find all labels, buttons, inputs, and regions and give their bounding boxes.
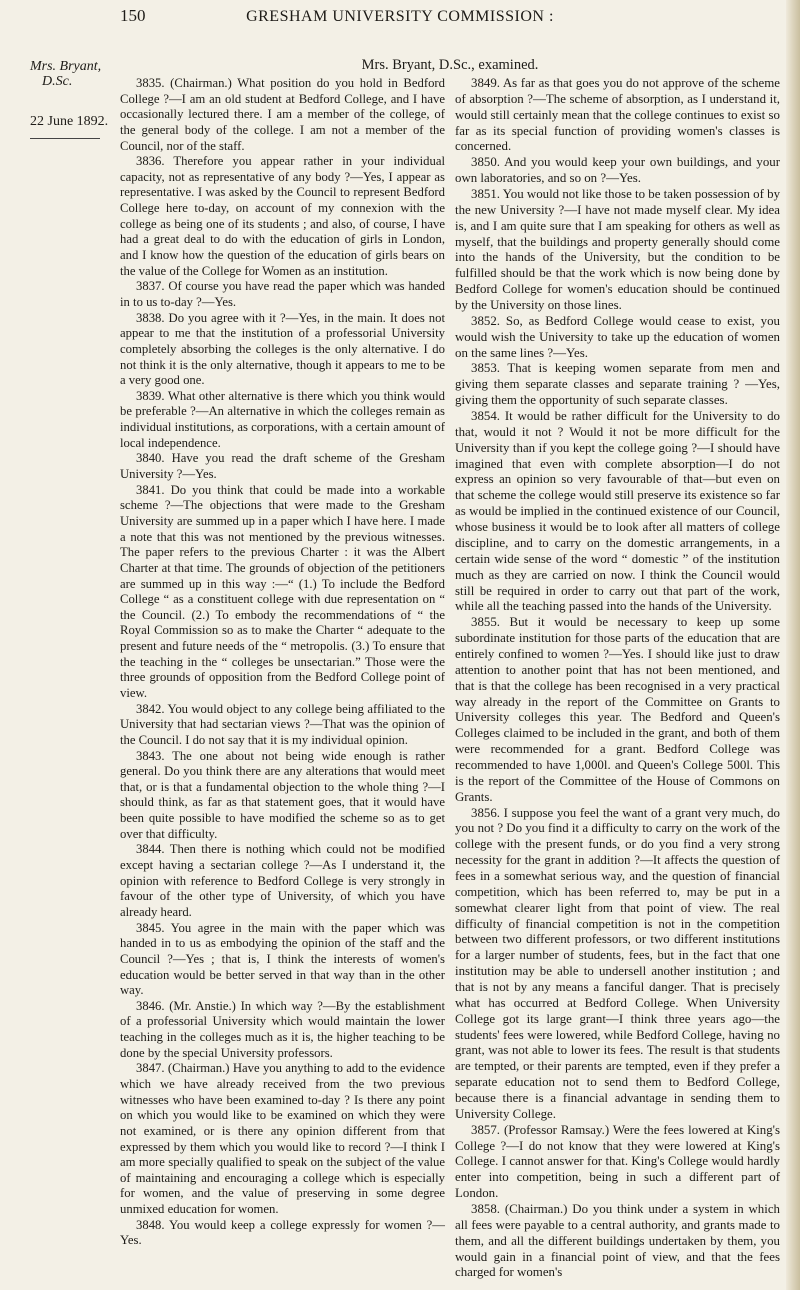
question-paragraph: 3853. That is keeping women separate from men and giving them separate classes and separate training ? —Yes, giving them the opportunity of such separate classes.	[455, 361, 780, 408]
page-number: 150	[120, 6, 146, 25]
question-paragraph: 3840. Have you read the draft scheme of the Gresham University ?—Yes.	[120, 451, 445, 482]
question-paragraph: 3848. You would keep a college expressly for women ?—Yes.	[120, 1217, 445, 1248]
question-paragraph: 3852. So, as Bedford College would cease to exist, you would wish the University to take up the education of women on the same lines ?—Yes.	[455, 313, 780, 360]
question-paragraph: 3846. (Mr. Anstie.) In which way ?—By the establishment of a professorial University which would maintain the lower teaching in the colleges much as it is, the higher teaching to be done by the special University professors.	[120, 998, 445, 1060]
margin-date: 22 June 1892.	[30, 114, 109, 130]
question-paragraph: 3839. What other alternative is there which you think would be preferable ?—An alternative in which the colleges remain as individual institutions, as corporations, with a certain amount of local independence.	[120, 388, 445, 450]
margin-witness-name: Mrs. Bryant,	[30, 59, 102, 74]
question-paragraph: 3841. Do you think that could be made into a workable scheme ?—The objections that were made to the Gresham University are summed up in a paper which I have here. I made a note that this was not mentioned by the previous witnesses. The paper refers to the previous Charter : it was the Albert Charter at that time. The grounds of objection of the petitioners are summed up in this way :—“ (1.) To include the Bedford College “ as a constituent college with due representation on “ the Council. (2.) To embody the recommendations of “ the Royal Commission so as to make the Charter “ adequate to the present and future needs of the “ metropolis. (3.) To ensure that the teaching in the “ colleges be unsectarian.” Those were the three grounds of opposition from the Bedford College point of view.	[120, 482, 445, 700]
question-paragraph: 3845. You agree in the main with the paper which was handed in to us as embodying the opinion of the staff and the Council ?—Yes ; that is, I think the interests of women's education would be better served in that way than in the other way.	[120, 920, 445, 998]
question-paragraph: 3835. (Chairman.) What position do you hold in Bedford College ?—I am an old student at Bedford College, and I have occasionally lectured there. I am a member of the college, of the general body of the college. I am not a member of the Council, nor of the staff.	[120, 76, 445, 153]
margin-witness-degree: D.Sc.	[42, 73, 73, 89]
left-column	[120, 76, 445, 1249]
question-paragraph: 3856. I suppose you feel the want of a grant very much, do you not ? Do you find it a difficulty to carry on the work of the college with the present funds, or do you find a very strong necessity for the grant in addition ?—It affects the question of fees in a somewhat serious way, and the question of financial competition, which has been referred to, may be put in a somewhat clearer light from that point of view. The real difficulty of financial competition is not in the competition between two different professors, or two different institutions for a larger number of students, fees, but in the fact that one institution may be able to undersell another institution ; and that is not by any means a fanciful danger. That is precisely what has occurred at Bedford College. When University College got its large grant—I think three years ago—the students' fees were lowered, while Bedford College, having no grant, was not able to lower its fees. The result is that students are tempted, or their parents are tempted, even if they prefer a separate education not to send them to Bedford College, because there is a financial advantage in sending them to University College.	[455, 805, 780, 1121]
right-column	[455, 76, 780, 1281]
question-paragraph: 3837. Of course you have read the paper which was handed in to us to-day ?—Yes.	[120, 279, 445, 309]
question-paragraph: 3844. Then there is nothing which could not be modified except having a sectarian college ?—As I understand it, the opinion with reference to Bedford College is very strongly in favour of the other type of University, of which you have already heard.	[120, 842, 445, 919]
question-paragraph: 3842. You would object to any college being affiliated to the University that had sectarian views ?—That was the opinion of the Council. I do not say that it is my individual opinion.	[120, 701, 445, 747]
question-paragraph: 3851. You would not like those to be taken possession of by the new University ?—I have not made myself clear. My idea is, and I am quite sure that I am speaking for others as well as myself, that the buildings and property generally should come into the hands of the University, but the condition to be fulfilled should be that the work which is now being done by Bedford College for women's education should be continued by the University on those lines.	[455, 187, 781, 313]
question-paragraph: 3838. Do you agree with it ?—Yes, in the main. It does not appear to me that the institution of a professorial University completely absorbing the colleges is the only alternative. I do not think it is the only alternative, though it appears to me to be a very good one.	[120, 310, 445, 388]
question-paragraph: 3847. (Chairman.) Have you anything to add to the evidence which we have already received from the two previous witnesses who have been examined to-day ? Is there any point on which you would like to be examined on which they were not examined, or is there any opinion different from that expressed by them which you would like to record ?—I think I am more specially qualified to speak on the subject of the value of maintaining and encouraging a college which is especially for women, and the value of preserving in some degree unmixed education for women.	[120, 1061, 445, 1217]
question-paragraph: 3849. As far as that goes you do not approve of the scheme of absorption ?—The scheme of absorption, as I understand it, would still certainly mean that the college continues to exist so far as its special function of providing women's classes is concerned.	[455, 76, 780, 154]
question-paragraph: 3836. Therefore you appear rather in your individual capacity, not as representative of any body ?—Yes, I appear as representative. I was asked by the Council to represent Bedford College here to-day, on account of my connexion with the college as being one of its students ; and also, of course, I have had a great deal to do with the education of girls in London, and I know how the question of the education of girls bears on the value of the College for Women as an institution.	[120, 154, 445, 278]
question-paragraph: 3854. It would be rather difficult for the University to do that, would it not ? Would it not be more difficult for the University than if you kept the college going ?—I should have imagined that even with complete absorption—I do not express an opinion so very favourable of that—but even on that scheme the college would still preserve its existence so far as would be implied in the continued existence of our Council, whose business it would be to look after all matters of college discipline, and to carry on the domestic arrangements, in a certain wide sense of the word “ domestic ” of the institution much as they are carried on now. I think the Council would still be required in order to carry out that part of the work, while all the teaching passed into the hands of the University.	[455, 409, 780, 614]
question-paragraph: 3857. (Professor Ramsay.) Were the fees lowered at King's College ?—I do not know that they were lowered at King's College. I cannot answer for that. King's College would hardly enter into competition, being in such a different part of London.	[455, 1122, 780, 1201]
margin-note	[30, 60, 110, 139]
question-paragraph: 3850. And you would keep your own buildings, and your own laboratories, and so on ?—Yes.	[455, 155, 780, 186]
page-edge-shadow	[786, 0, 800, 1290]
question-paragraph: 3858. (Chairman.) Do you think under a system in which all fees were payable to a central authority, and grants made to them, and all the different buildings undertaken by them, you would gain in a financial point of view, and that the fees charged for women's	[455, 1202, 780, 1280]
running-title: GRESHAM UNIVERSITY COMMISSION :	[246, 8, 554, 25]
question-paragraph: 3855. But it would be necessary to keep up some subordinate institution for those parts of the education that are entirely confined to women ?—Yes. I should like just to draw attention to another point that has not been mentioned, and that is that the college has been recognised in a very practical way already in the report of the Committee on Grants to University colleges this year. The Bedford and Queen's Colleges claimed to be included in the grant, and both of them were recommended for a grant. Bedford College was recommended to have 1,000l. and Queen's College 500l. This is the report of the Committee of the House of Commons on Grants.	[455, 615, 780, 804]
margin-rule	[30, 138, 100, 139]
question-paragraph: 3843. The one about not being wide enough is rather general. Do you think there are any alterations that would meet that, or is that a fundamental objection to the whole thing ?—I should think, as far as that statement goes, that it would have been quite possible to have modified the scheme so as to get over that difficulty.	[120, 748, 445, 841]
witness-subheading: Mrs. Bryant, D.Sc., examined.	[361, 57, 539, 73]
